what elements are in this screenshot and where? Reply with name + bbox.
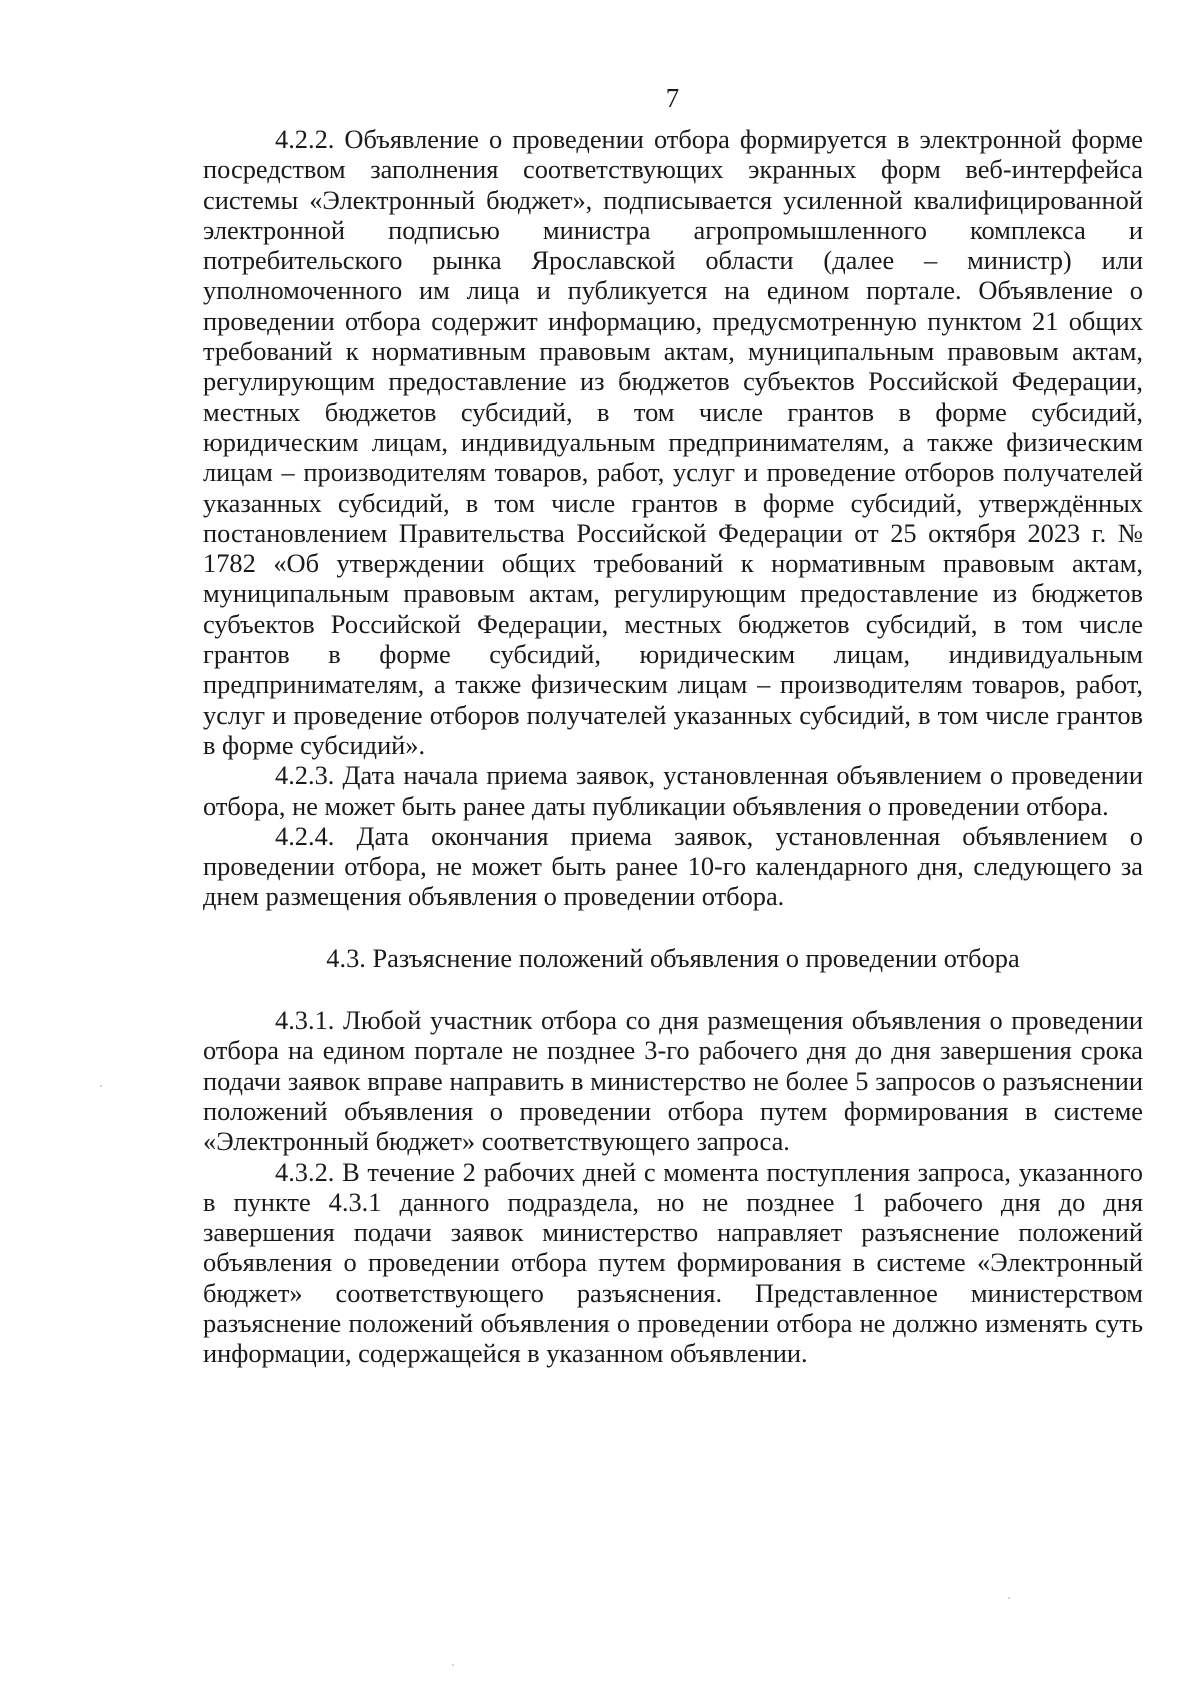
scan-speck <box>100 1085 102 1087</box>
paragraph-4-3-1: 4.3.1. Любой участник отбора со дня размещения объявления о проведении отбора на едином портале не позднее 3-го рабочего дня до дня завершения срока подачи заявок вправе направить в министерство не более 5 запросов о разъяснении положений объявления о проведении отбора путем формирования в системе «Электронный бюджет» соответствующего запроса. <box>203 1005 1143 1157</box>
page-number: 7 <box>665 83 680 113</box>
paragraph-4-3-2: 4.3.2. В течение 2 рабочих дней с момента поступления запроса, указанного в пункте 4.3.1 данного подраздела, но не позднее 1 рабочего дня до дня завершения подачи заявок министерство направляет разъяснение положений объявления о проведении отбора путем формирования в системе «Электронный бюджет» соответствующего разъяснения. Представленное министерством разъяснение положений объявления о проведении отбора не должно изменять суть информации, содержащейся в указанном объявлении. <box>203 1156 1143 1369</box>
paragraph-4-2-4: 4.2.4. Дата окончания приема заявок, установленная объявлением о проведении отбора, не может быть ранее 10-го календарного дня, следующего за днем размещения объявления о проведении отбора. <box>203 820 1143 912</box>
scan-speck <box>452 1664 454 1666</box>
section-heading-4-3: 4.3. Разъяснение положений объявления о проведении отбора <box>326 942 1020 973</box>
paragraph-4-2-3: 4.2.3. Дата начала приема заявок, установленная объявлением о проведении отбора, не может быть ранее даты публикации объявления о проведении отбора. <box>203 760 1143 821</box>
scan-speck <box>1008 1597 1010 1599</box>
document-body <box>203 124 1143 1369</box>
paragraph-4-2-2: 4.2.2. Объявление о проведении отбора формируется в электронной форме посредством заполнения соответствующих экранных форм веб-интерфейса системы «Электронный бюджет», подписывается усиленной квалифицированной электронной подписью министра агропромышленного комплекса и потребительского рынка Ярославской области (далее – министр) или уполномоченного им лица и публикуется на едином портале. Объявление о проведении отбора содержит информацию, предусмотренную пунктом 21 общих требований к нормативным правовым актам, муниципальным правовым актам, регулирующим предоставление из бюджетов субъектов Российской Федерации, местных бюджетов субсидий, в том числе грантов в форме субсидий, юридическим лицам, индивидуальным предпринимателям, а также физическим лицам – производителям товаров, работ, услуг и проведение отборов получателей указанных субсидий, в том числе грантов в форме субсидий, утверждённых постановлением Правительства Российской Федерации от 25 октября 2023 г. № 1782 «Об утверждении общих требований к нормативным правовым актам, муниципальным правовым актам, регулирующим предоставление из бюджетов субъектов Российской Федерации, местных бюджетов субсидий, в том числе грантов в форме субсидий, юридическим лицам, индивидуальным предпринимателям, а также физическим лицам – производителям товаров, работ, услуг и проведение отборов получателей указанных субсидий, в том числе грантов в форме субсидий». <box>203 124 1143 760</box>
